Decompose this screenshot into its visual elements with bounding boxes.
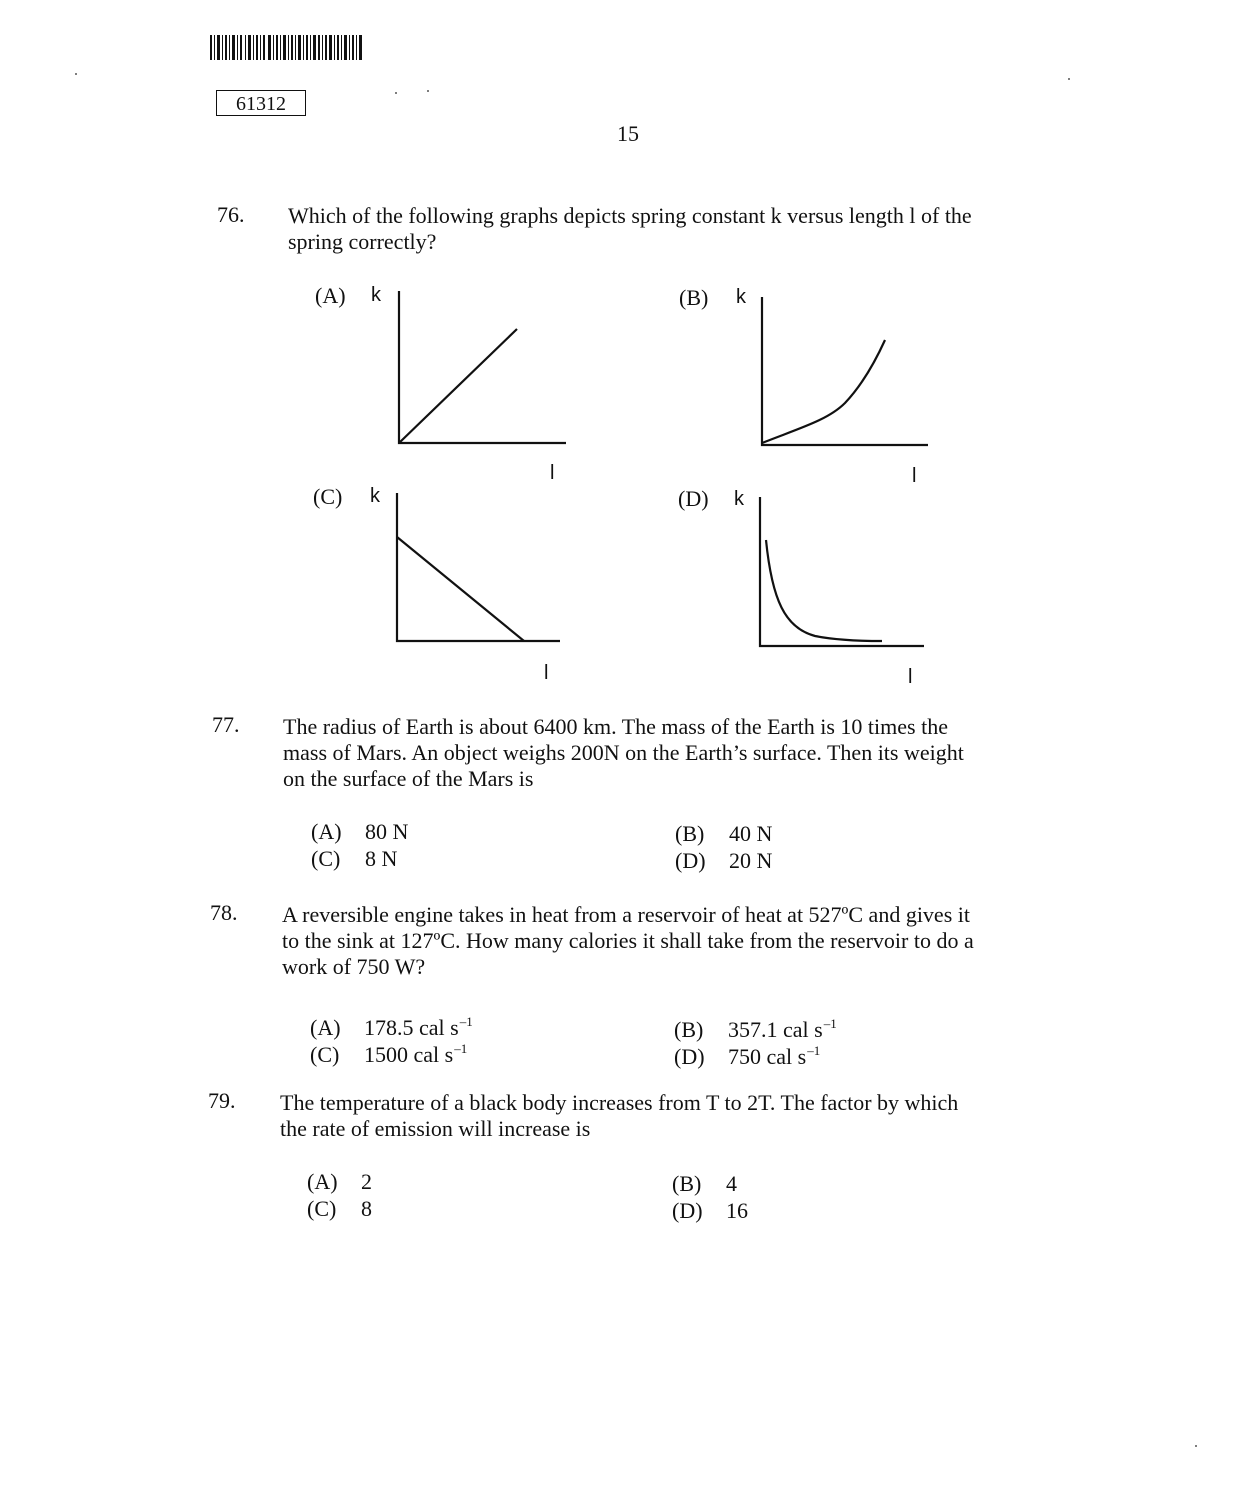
option-superscript: –1 xyxy=(807,1043,821,1058)
option-c[interactable] xyxy=(310,1035,467,1068)
option-text: 1500 cal s xyxy=(364,1042,454,1067)
paper-code-box: 61312 xyxy=(216,90,306,116)
question-text xyxy=(280,1090,1040,1142)
option-d[interactable] xyxy=(674,1037,820,1070)
graph-d xyxy=(760,497,924,646)
option-d[interactable] xyxy=(675,847,772,874)
graph-option-label: (B) xyxy=(679,285,709,310)
question-line: The temperature of a black body increases from T to 2T. The factor by which xyxy=(280,1090,959,1115)
graph-b-axes xyxy=(762,297,928,445)
question-line: mass of Mars. An object weighs 200N on the Earth’s surface. Then its weight xyxy=(283,740,964,765)
question-number: 79. xyxy=(208,1088,236,1113)
scan-speck xyxy=(1195,1445,1197,1447)
graph-b-y-label: k xyxy=(736,286,746,308)
option-text: 80 N xyxy=(365,819,409,844)
graph-c-axes xyxy=(397,493,560,641)
graph-option-label: (D) xyxy=(678,486,709,511)
graphs-figure xyxy=(0,0,1241,700)
option-label: (B) xyxy=(675,821,705,846)
graph-d-curve xyxy=(766,540,882,641)
question-line: the rate of emission will increase is xyxy=(280,1116,591,1141)
question-line: to the sink at 127ºC. How many calories it shall take from the reservoir to do a xyxy=(282,928,974,953)
graph-b xyxy=(762,297,928,445)
question-text xyxy=(283,714,1043,792)
option-text: 750 cal s xyxy=(728,1044,807,1069)
option-text: 20 N xyxy=(729,848,773,873)
graph-c-x-label: l xyxy=(544,662,549,684)
option-label: (A) xyxy=(310,1015,341,1040)
option-c[interactable] xyxy=(311,845,397,872)
option-b[interactable] xyxy=(675,820,772,847)
page-number: 15 xyxy=(617,121,639,146)
graph-a xyxy=(399,291,566,443)
option-b[interactable] xyxy=(672,1170,737,1197)
question-line: on the surface of the Mars is xyxy=(283,766,534,791)
option-text: 2 xyxy=(361,1169,372,1194)
option-text: 357.1 cal s xyxy=(728,1017,823,1042)
option-c[interactable] xyxy=(307,1195,372,1222)
option-label: (A) xyxy=(307,1169,338,1194)
graph-a-curve xyxy=(399,329,517,443)
graph-b-curve xyxy=(762,340,885,443)
graph-c-curve xyxy=(397,537,524,641)
option-label: (D) xyxy=(675,848,706,873)
option-text: 178.5 cal s xyxy=(364,1015,459,1040)
question-line: The radius of Earth is about 6400 km. The mass of the Earth is 10 times the xyxy=(283,714,948,739)
option-label: (B) xyxy=(672,1171,702,1196)
option-superscript: –1 xyxy=(823,1016,837,1031)
option-superscript: –1 xyxy=(454,1041,468,1056)
option-label: (D) xyxy=(672,1198,703,1223)
question-line: work of 750 W? xyxy=(282,954,426,979)
option-label: (C) xyxy=(311,846,341,871)
option-text: 8 xyxy=(361,1196,372,1221)
graph-c-y-label: k xyxy=(370,485,380,507)
option-text: 8 N xyxy=(365,846,398,871)
option-a[interactable] xyxy=(307,1168,372,1195)
question-number: 77. xyxy=(212,712,240,737)
question-number: 76. xyxy=(217,202,245,227)
graph-d-y-label: k xyxy=(734,488,744,510)
graph-d-axes xyxy=(760,497,924,646)
option-label: (C) xyxy=(307,1196,337,1221)
option-d[interactable] xyxy=(672,1197,748,1224)
option-label: (D) xyxy=(674,1044,705,1069)
graph-d-x-label: l xyxy=(908,666,913,688)
question-line: Which of the following graphs depicts spring constant k versus length l of the xyxy=(288,203,972,228)
graph-b-x-label: l xyxy=(912,465,917,487)
question-number: 78. xyxy=(210,900,238,925)
graph-c xyxy=(397,493,560,641)
question-line: spring correctly? xyxy=(288,229,437,254)
question-line: A reversible engine takes in heat from a reservoir of heat at 527ºC and gives it xyxy=(282,902,970,927)
question-text xyxy=(282,902,1042,980)
option-label: (C) xyxy=(310,1042,340,1067)
graph-a-y-label: k xyxy=(371,284,381,306)
option-text: 16 xyxy=(726,1198,748,1223)
graph-a-x-label: l xyxy=(550,462,555,484)
option-label: (A) xyxy=(311,819,342,844)
graph-option-label: (A) xyxy=(315,283,346,308)
graph-option-label: (C) xyxy=(313,484,343,509)
option-a[interactable] xyxy=(311,818,408,845)
option-label: (B) xyxy=(674,1017,704,1042)
option-text: 4 xyxy=(726,1171,737,1196)
option-text: 40 N xyxy=(729,821,773,846)
option-superscript: –1 xyxy=(459,1014,473,1029)
